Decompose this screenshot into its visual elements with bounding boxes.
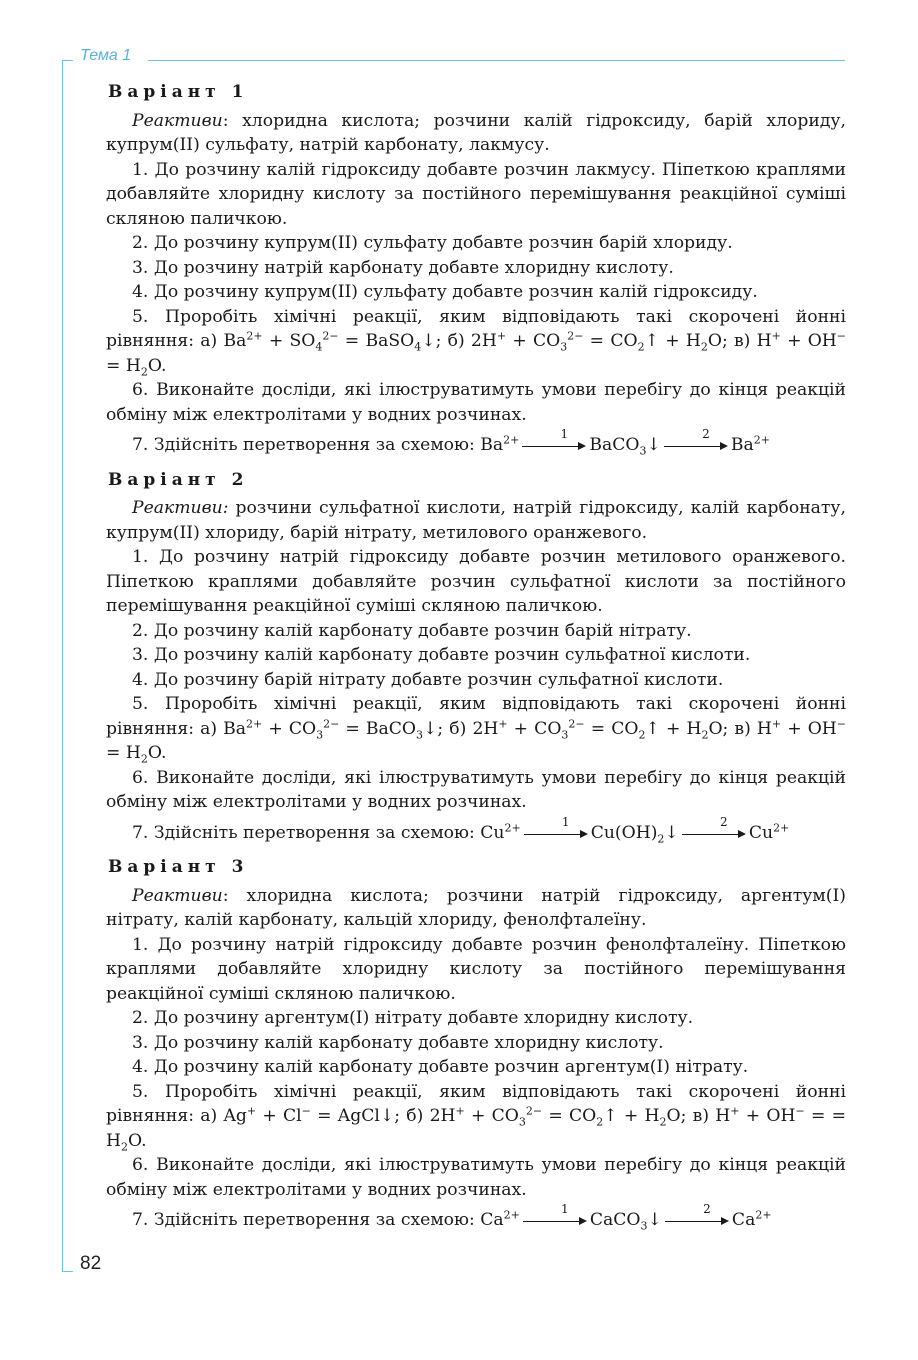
variant-title: Варіант 1 (108, 82, 249, 102)
reaction-arrow-2: 2 (682, 826, 746, 836)
step: 2. До розчину купрум(II) сульфату добавте розчин барій хлориду. (132, 233, 733, 253)
reagents-text: : хлоридна кислота; розчини натрій гідроксиду, аргентум(I) нітрату, калій карбонату, кальцій хлориду, фенолфталеїну. (106, 885, 846, 930)
step: 3. До розчину калій карбонату добавте хлоридну кислоту. (132, 1032, 664, 1053)
step: 4. До розчину купрум(II) сульфату добавте розчин калій гідроксиду. (132, 282, 758, 302)
header-rule (148, 60, 845, 61)
variant-title: Варіант 3 (108, 857, 249, 877)
reagents-paragraph (106, 109, 846, 158)
reaction-arrow-1: 1 (523, 1213, 587, 1223)
step: 2. До розчину калій карбонату добавте розчин барій нітрату. (132, 620, 692, 641)
topic-label: Тема 1 (80, 47, 132, 64)
step: 1. До розчину натрій гідроксиду добавте розчин метилового оранжевого. Піпеткою краплями добавляйте розчин сульфатної кислоти за постійного перемішування реакційної суміші скляною паличкою. (106, 547, 846, 616)
page-content (106, 80, 846, 1243)
reaction-arrow-2: 2 (665, 1213, 729, 1223)
step-7-scheme: 7. Здійсніть перетворення за схемою: $Ba^{2+}$ 1 BaCO$_3$↓ 2 $Ba^{2+}$ (132, 427, 770, 458)
step: 3. До розчину калій карбонату добавте розчин сульфатної кислоти. (132, 645, 751, 665)
step-5-equations: 5. Проробіть хімічні реакції, яким відповідають такі скорочені йонні рівняння: а) $Ba^{2+} + SO_4^{2-}$ = BaSO$_4$↓; б) $2H^+ + CO_3^{2-}$ = $CO_2↑ + H_2O$; в) $H^+ + OH^- = H_2O$. (106, 306, 847, 378)
reagents-label: Реактиви (132, 885, 223, 906)
step-5-equations: 5. Проробіть хімічні реакції, яким відповідають такі скорочені йонні рівняння: а) Ag+ + Cl− = AgCl↓; б) $2H^+ + CO_3^{2-}$ = $CO_2↑ + H_2O$; в) H+ + OH− = = $H_2O$. (106, 1081, 846, 1153)
variant-3 (106, 855, 846, 1233)
step: 6. Виконайте досліди, які ілюструватимуть умови перебігу до кінця реакцій обміну між електролітами у водних розчинах. (106, 1155, 846, 1200)
reagents-text: : хлоридна кислота; розчини калій гідроксиду, барій хлориду, купрум(II) сульфату, натрій карбонату, лакмусу. (106, 110, 846, 155)
step: 6. Виконайте досліди, які ілюструватимуть умови перебігу до кінця реакцій обміну між електролітами у водних розчинах. (106, 767, 846, 812)
step: 1. До розчину натрій гідроксиду добавте розчин фенолфталеїну. Піпеткою краплями добавляйте хлоридну кислоту за постійного перемішування реакційної суміші скляною паличкою. (106, 934, 846, 1004)
reaction-arrow-2: 2 (664, 438, 728, 448)
variant-1 (106, 80, 846, 458)
step-7-scheme: 7. Здійсніть перетворення за схемою: $Cu^{2+}$ 1 $Cu(OH)_2↓$ 2 $Cu^{2+}$ (132, 814, 790, 845)
step: 4. До розчину калій карбонату добавте розчин аргентум(I) нітрату. (132, 1057, 749, 1077)
reagents-paragraph (106, 884, 846, 933)
reaction-arrow-1: 1 (522, 438, 586, 448)
variant-2 (106, 468, 846, 846)
variant-title: Варіант 2 (108, 469, 249, 490)
reaction-arrow-1: 1 (524, 826, 588, 836)
step: 1. До розчину калій гідроксиду добавте розчин лакмусу. Піпеткою краплями добавляйте хлоридну кислоту за постійного перемішування реакційної суміші скляною паличкою. (106, 159, 846, 229)
step: 3. До розчину натрій карбонату добавте хлоридну кислоту. (132, 257, 674, 278)
step-5-equations: 5. Проробіть хімічні реакції, яким відповідають такі скорочені йонні рівняння: а) $Ba^{2+} + CO_3^{2-}$ = BaCO$_3$↓; б) $2H^+ + CO_3^{2-}$ = $CO_2↑ + H_2O$; в) $H^+ + OH^- = H_2O$. (106, 694, 846, 766)
reagents-text: розчини сульфатної кислоти, натрій гідроксиду, калій карбонату, купрум(II) хлориду, барій нітрату, метилового оранжевого. (106, 498, 846, 543)
reagents-label: Реактиви: (132, 498, 229, 518)
page-number: 82 (80, 1253, 102, 1274)
reagents-label: Реактиви (132, 110, 223, 131)
step-7-scheme: 7. Здійсніть перетворення за схемою: $Ca^{2+}$ 1 CaCO$_3$↓ 2 $Ca^{2+}$ (132, 1202, 772, 1233)
step: 2. До розчину аргентум(I) нітрату добавте хлоридну кислоту. (132, 1008, 694, 1028)
step: 6. Виконайте досліди, які ілюструватимуть умови перебігу до кінця реакцій обміну між електролітами у водних розчинах. (106, 380, 846, 425)
page-frame-bracket (62, 60, 73, 1272)
reagents-paragraph (106, 496, 846, 545)
step: 4. До розчину барій нітрату добавте розчин сульфатної кислоти. (132, 669, 724, 690)
